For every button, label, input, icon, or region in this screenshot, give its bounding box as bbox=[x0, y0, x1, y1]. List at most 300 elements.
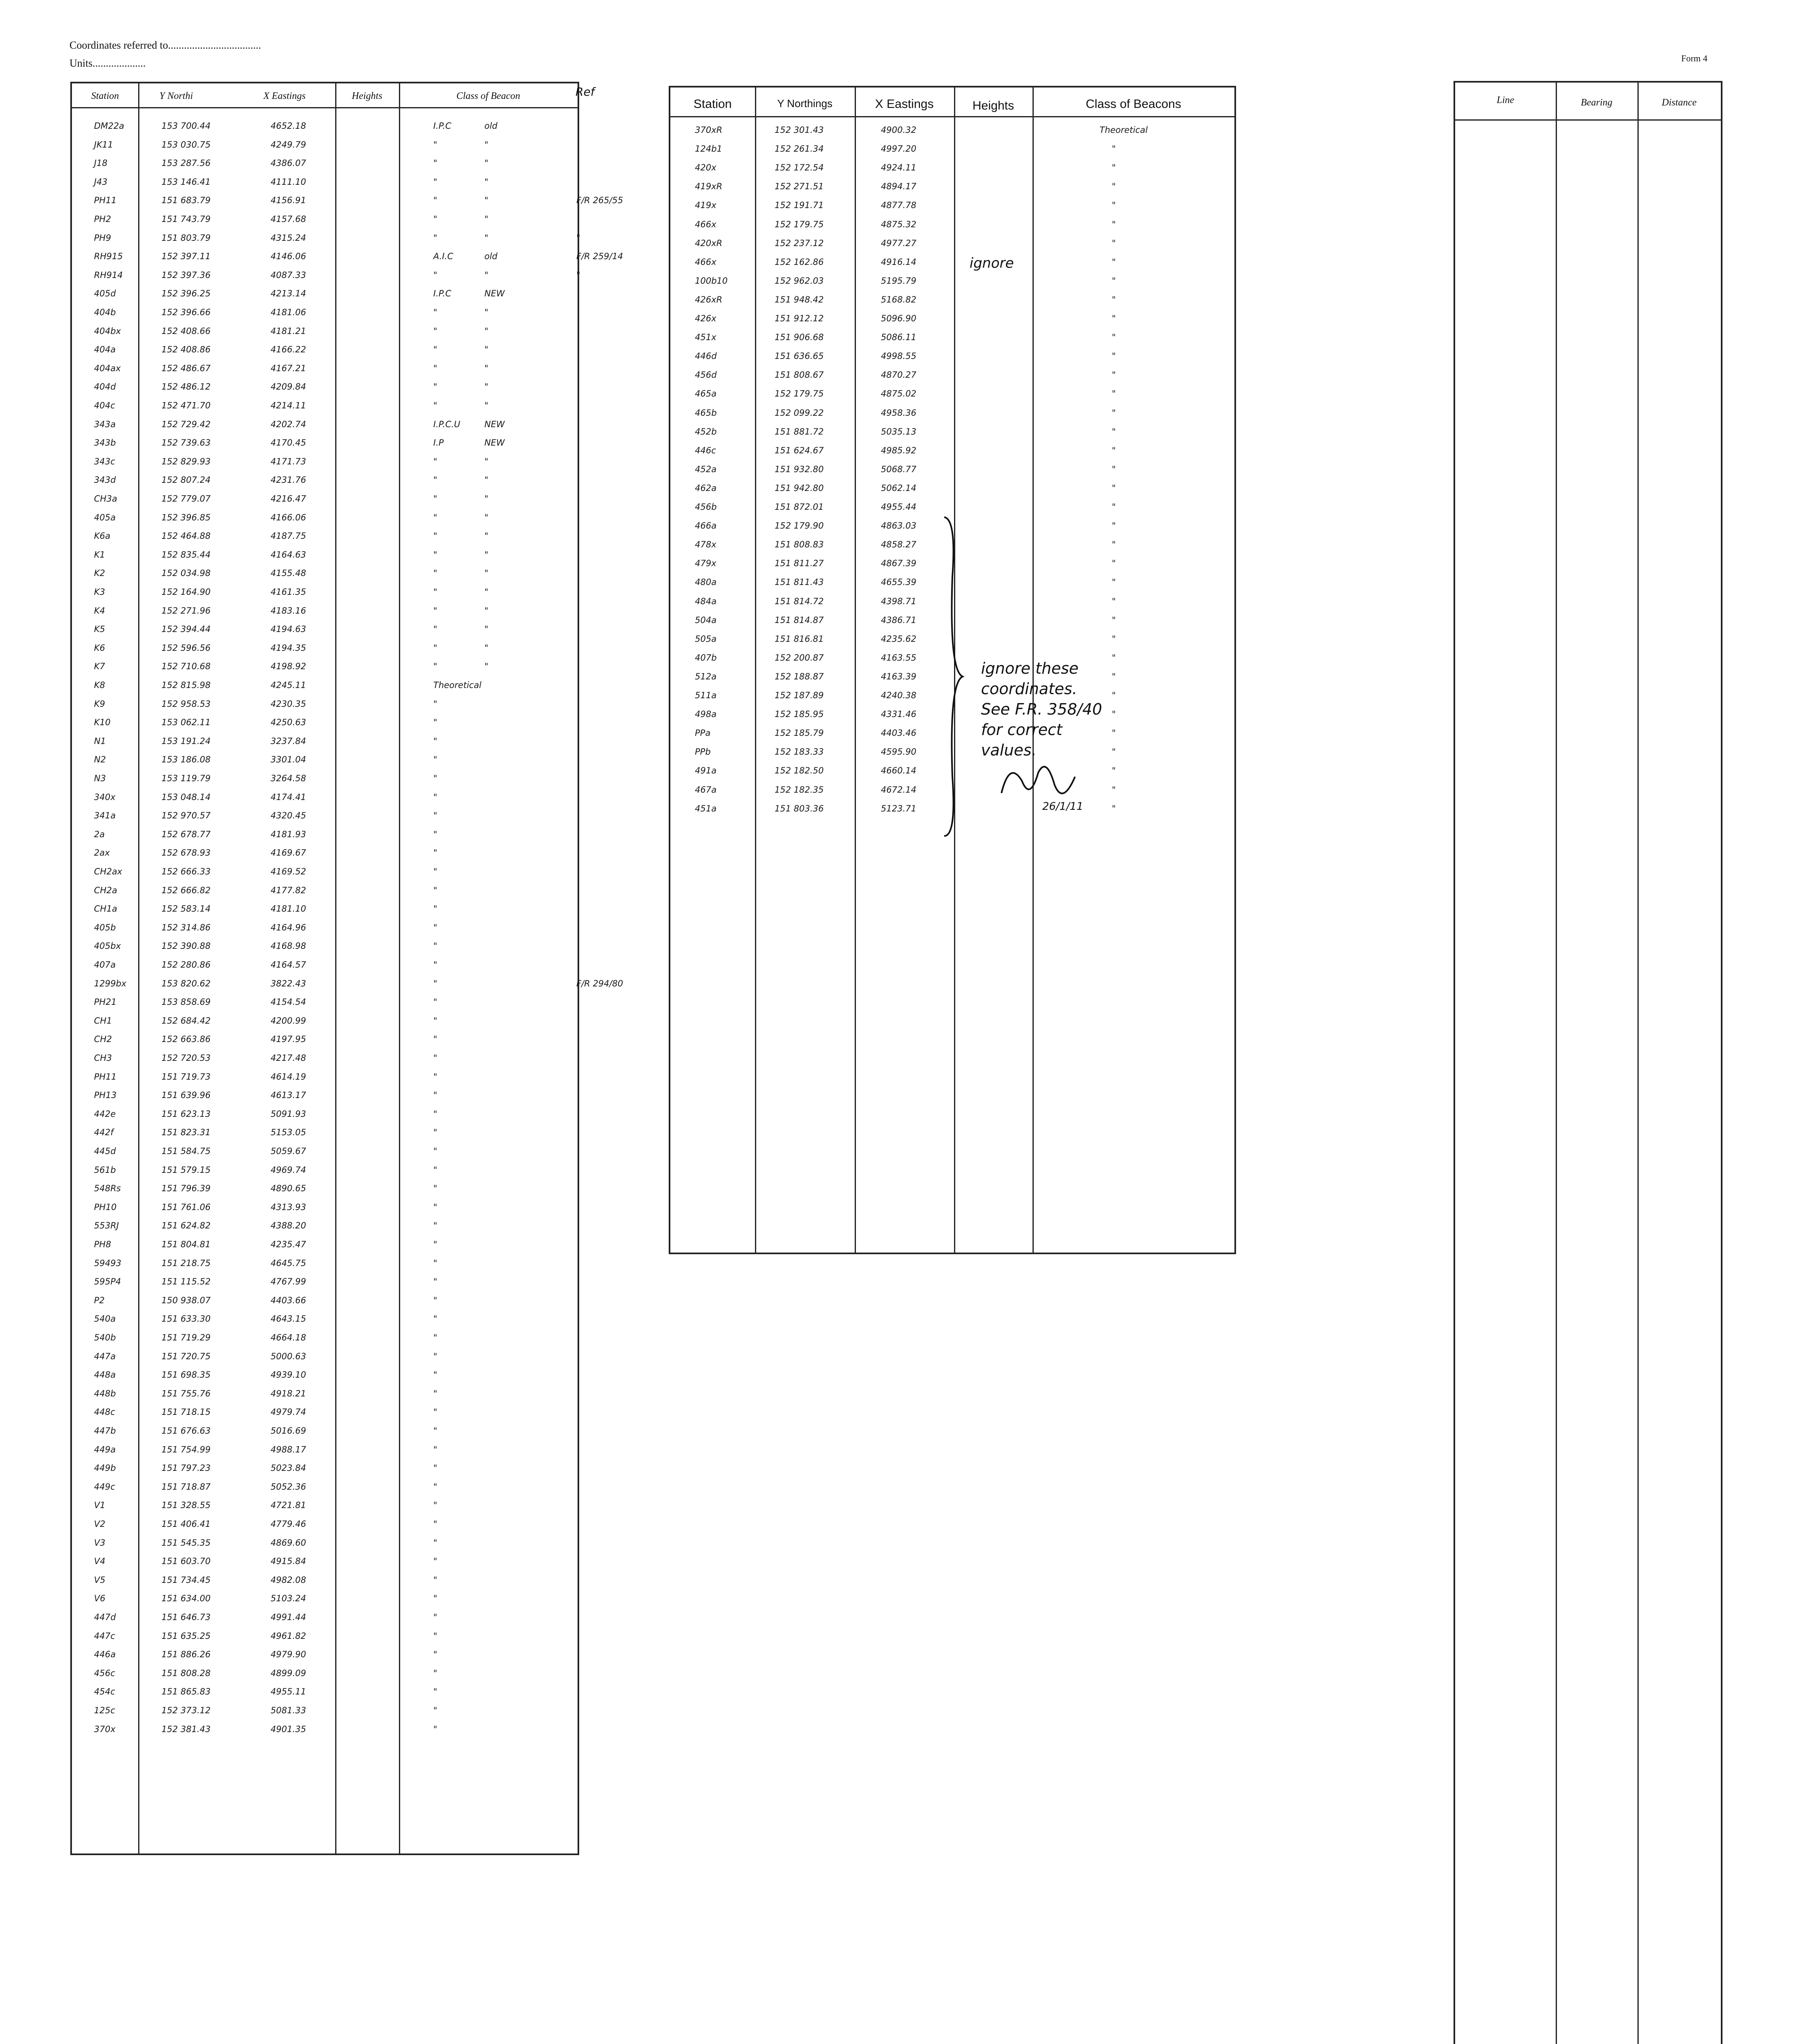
t2-cell-northing: 152 191.71 bbox=[775, 200, 824, 211]
t1-cell-class-b: old bbox=[484, 121, 498, 131]
t1-cell-easting: 4991.44 bbox=[271, 1612, 306, 1622]
t2-cell-station: 504a bbox=[695, 615, 717, 625]
t1-cell-easting: 4899.09 bbox=[271, 1668, 306, 1678]
t1-cell-station: 447a bbox=[94, 1351, 116, 1361]
t1-cell-station: N3 bbox=[94, 773, 106, 783]
t1-cell-station: 448b bbox=[94, 1388, 116, 1399]
t1-cell-station: 449c bbox=[94, 1481, 115, 1492]
t1-cell-easting: 4988.17 bbox=[271, 1444, 306, 1455]
t2-cell-station: 446c bbox=[695, 445, 716, 455]
t1-cell-northing: 152 835.44 bbox=[161, 549, 211, 560]
t1-cell-station: JK11 bbox=[94, 139, 113, 150]
t1-cell-easting: 4955.11 bbox=[271, 1687, 306, 1697]
t1-cell-northing: 151 719.73 bbox=[161, 1071, 211, 1082]
t2-cell-northing: 152 301.43 bbox=[775, 125, 824, 135]
t1-cell-northing: 152 408.86 bbox=[161, 345, 211, 355]
t1-cell-station: 404c bbox=[94, 401, 115, 410]
t2-cell-northing: 152 162.86 bbox=[775, 257, 824, 267]
t1-cell-northing: 151 584.75 bbox=[161, 1146, 211, 1156]
t2-cell-northing: 151 636.65 bbox=[775, 351, 824, 361]
t1-cell-station: 370x bbox=[94, 1724, 116, 1734]
t1-cell-class-a: " bbox=[433, 549, 437, 560]
t2-cell-station: 446d bbox=[695, 351, 717, 361]
t1-cell-station: 448a bbox=[94, 1370, 116, 1380]
t2-cell-easting: 4863.03 bbox=[881, 521, 916, 531]
t1-cell-class-a: " bbox=[433, 195, 437, 206]
t1-cell-station: K3 bbox=[94, 587, 105, 597]
t1-cell-easting: 4087.33 bbox=[271, 270, 306, 280]
t2-cell-station: 426x bbox=[695, 314, 717, 323]
t3-col-line: Line bbox=[1496, 95, 1514, 105]
t1-cell-easting: 4183.16 bbox=[271, 605, 306, 616]
t1-cell-class-a: " bbox=[433, 1650, 437, 1660]
t1-cell-class-a: " bbox=[433, 997, 437, 1007]
t1-cell-station: J43 bbox=[94, 177, 108, 187]
t1-cell-northing: 152 381.43 bbox=[161, 1724, 211, 1734]
t1-cell-easting: 4982.08 bbox=[271, 1575, 306, 1585]
t2-cell-station: 451x bbox=[695, 332, 717, 343]
t1-cell-class-a: " bbox=[433, 1015, 437, 1026]
t2-cell-easting: 4924.11 bbox=[881, 163, 916, 173]
t1-cell-class-a: " bbox=[433, 1333, 437, 1342]
t1-cell-northing: 152 486.67 bbox=[161, 363, 211, 373]
t2-cell-easting: 4398.71 bbox=[881, 596, 916, 606]
t1-cell-class-a: " bbox=[433, 643, 437, 653]
t2-cell-class: " bbox=[1112, 257, 1116, 267]
t1-cell-easting: 4161.35 bbox=[271, 587, 306, 597]
t1-cell-easting: 4652.18 bbox=[271, 121, 306, 131]
t1-cell-easting: 4209.84 bbox=[271, 382, 306, 392]
t1-cell-easting: 4200.99 bbox=[271, 1015, 306, 1026]
t1-cell-station: J18 bbox=[94, 158, 108, 168]
t1-cell-northing: 153 186.08 bbox=[161, 755, 211, 765]
t1-cell-class-a: " bbox=[433, 214, 437, 224]
t1-cell-station: 343b bbox=[94, 438, 116, 448]
t1-cell-northing: 152 408.66 bbox=[161, 326, 211, 336]
t1-cell-class-b: " bbox=[484, 587, 488, 597]
t1-cell-class-a: " bbox=[433, 811, 437, 821]
t1-cell-northing: 152 729.42 bbox=[161, 419, 211, 429]
t1-cell-station: PH11 bbox=[94, 1071, 117, 1082]
t1-cell-northing: 153 820.62 bbox=[161, 978, 211, 988]
t1-cell-class-a: " bbox=[433, 363, 437, 373]
t2-cell-easting: 4875.02 bbox=[881, 389, 916, 399]
t1-cell-northing: 151 804.81 bbox=[161, 1239, 211, 1249]
annotation-brace bbox=[940, 515, 973, 838]
t1-cell-class-b: " bbox=[484, 233, 488, 243]
t1-cell-station: K1 bbox=[94, 549, 105, 560]
t1-cell-northing: 152 280.86 bbox=[161, 960, 211, 970]
t1-cell-northing: 151 406.41 bbox=[161, 1519, 211, 1529]
t2-cell-station: 452b bbox=[695, 426, 717, 437]
t1-cell-class-a: " bbox=[433, 139, 437, 150]
t2-cell-class: " bbox=[1112, 540, 1116, 550]
t1-cell-station: CH3a bbox=[94, 494, 117, 504]
t1-cell-class-a: " bbox=[433, 1481, 437, 1492]
t1-cell-station: 456c bbox=[94, 1668, 115, 1678]
t1-cell-easting: 4217.48 bbox=[271, 1053, 306, 1063]
t2-cell-class: " bbox=[1112, 709, 1116, 719]
t1-cell-easting: 5059.67 bbox=[271, 1146, 306, 1156]
t1-cell-northing: 152 471.70 bbox=[161, 401, 211, 410]
t2-cell-station: 480a bbox=[695, 577, 717, 587]
t1-cell-northing: 151 676.63 bbox=[161, 1426, 211, 1436]
t1-cell-class-a: " bbox=[433, 1537, 437, 1548]
t1-cell-easting: 5153.05 bbox=[271, 1127, 306, 1138]
t1-cell-class-b: " bbox=[484, 363, 488, 373]
t1-cell-station: V6 bbox=[94, 1594, 105, 1604]
t2-cell-easting: 4331.46 bbox=[881, 709, 916, 719]
t1-cell-station: CH2a bbox=[94, 885, 117, 895]
t1-cell-northing: 151 624.82 bbox=[161, 1221, 211, 1231]
t1-cell-station: K6 bbox=[94, 643, 105, 653]
t1-cell-station: 404b bbox=[94, 307, 116, 317]
t1-cell-easting: 4181.10 bbox=[271, 904, 306, 914]
t2-cell-station: 512a bbox=[695, 671, 717, 681]
t1-cell-class-a: " bbox=[433, 755, 437, 765]
t1-cell-class-a: " bbox=[433, 885, 437, 895]
t1-cell-easting: 4969.74 bbox=[271, 1165, 306, 1175]
t1-cell-easting: 3264.58 bbox=[271, 773, 306, 783]
t1-cell-class-a: " bbox=[433, 1388, 437, 1399]
t2-cell-northing: 151 816.81 bbox=[775, 634, 824, 644]
t1-cell-ref: F/R 294/80 bbox=[576, 978, 623, 988]
t1-cell-class-a: " bbox=[433, 1071, 437, 1082]
t1-cell-class-a: I.P.C.U bbox=[433, 419, 461, 429]
t1-cell-station: 2a bbox=[94, 829, 105, 839]
t2-cell-station: 462a bbox=[695, 483, 717, 493]
t1-cell-easting: 4197.95 bbox=[271, 1034, 306, 1044]
units-label: Units.................... bbox=[69, 57, 146, 69]
t1-cell-northing: 153 048.14 bbox=[161, 792, 211, 802]
t2-cell-northing: 152 172.54 bbox=[775, 163, 824, 173]
t2-cell-class: " bbox=[1112, 426, 1116, 437]
t2-cell-class: " bbox=[1112, 370, 1116, 380]
t1-cell-station: 340x bbox=[94, 792, 116, 802]
t1-cell-class-a: " bbox=[433, 494, 437, 504]
t2-cell-class: " bbox=[1112, 596, 1116, 606]
t1-cell-northing: 151 698.35 bbox=[161, 1370, 211, 1380]
t1-cell-class-b: " bbox=[484, 456, 488, 466]
t1-cell-easting: 4216.47 bbox=[271, 494, 306, 504]
t2-cell-class: " bbox=[1112, 803, 1116, 814]
t2-cell-northing: 151 881.72 bbox=[775, 426, 824, 437]
t1-cell-class-a: " bbox=[433, 978, 437, 988]
t1-cell-easting: 4645.75 bbox=[271, 1258, 306, 1268]
t1-cell-station: 445d bbox=[94, 1146, 116, 1156]
t2-cell-northing: 151 906.68 bbox=[775, 332, 824, 343]
t1-cell-easting: 4177.82 bbox=[271, 885, 306, 895]
t2-cell-easting: 5086.11 bbox=[881, 332, 916, 343]
t1-cell-northing: 151 718.15 bbox=[161, 1407, 211, 1417]
t2-cell-station: 124b1 bbox=[695, 144, 722, 154]
t1-cell-class-a: " bbox=[433, 661, 437, 672]
t1-cell-easting: 4181.21 bbox=[271, 326, 306, 336]
t2-cell-northing: 151 811.27 bbox=[775, 558, 824, 569]
t1-cell-station: 561b bbox=[94, 1165, 116, 1175]
t1-cell-station: V3 bbox=[94, 1537, 105, 1548]
t1-cell-northing: 152 164.90 bbox=[161, 587, 211, 597]
t1-cell-northing: 151 718.87 bbox=[161, 1481, 211, 1492]
t1-cell-station: 1299bx bbox=[94, 978, 127, 988]
t1-cell-class-a: I.P bbox=[433, 438, 444, 448]
t2-cell-easting: 4403.46 bbox=[881, 728, 916, 738]
t1-cell-easting: 4202.74 bbox=[271, 419, 306, 429]
t2-cell-station: 467a bbox=[695, 784, 717, 795]
t1-cell-station: 446a bbox=[94, 1650, 116, 1660]
t2-cell-station: 491a bbox=[695, 766, 717, 776]
t1-cell-station: N1 bbox=[94, 736, 106, 746]
t1-cell-class-b: " bbox=[484, 549, 488, 560]
t1-cell-northing: 152 396.25 bbox=[161, 289, 211, 299]
t1-cell-class-b: " bbox=[484, 326, 488, 336]
t1-cell-easting: 5023.84 bbox=[271, 1463, 306, 1473]
t2-cell-easting: 4985.92 bbox=[881, 445, 916, 455]
t2-cell-easting: 5168.82 bbox=[881, 294, 916, 305]
t1-cell-northing: 151 635.25 bbox=[161, 1631, 211, 1641]
t1-cell-class-a: " bbox=[433, 401, 437, 410]
t1-cell-northing: 153 146.41 bbox=[161, 177, 211, 187]
t1-cell-class-a: " bbox=[433, 1631, 437, 1641]
t1-cell-easting: 4961.82 bbox=[271, 1631, 306, 1641]
t1-cell-northing: 152 678.93 bbox=[161, 848, 211, 858]
t1-cell-class-a: " bbox=[433, 307, 437, 317]
t2-cell-station: 478x bbox=[695, 540, 717, 550]
t1-cell-northing: 153 191.24 bbox=[161, 736, 211, 746]
t1-cell-northing: 153 062.11 bbox=[161, 717, 211, 728]
t1-cell-station: K6a bbox=[94, 531, 111, 541]
t1-cell-class-b: " bbox=[484, 158, 488, 168]
t1-cell-class-a: " bbox=[433, 773, 437, 783]
t1-cell-easting: 4664.18 bbox=[271, 1333, 306, 1342]
t2-cell-easting: 5123.71 bbox=[881, 803, 916, 814]
t1-cell-easting: 4614.19 bbox=[271, 1071, 306, 1082]
t1-cell-northing: 152 678.77 bbox=[161, 829, 211, 839]
t1-cell-northing: 152 486.12 bbox=[161, 382, 211, 392]
t2-cell-class: " bbox=[1112, 408, 1116, 418]
t2-cell-northing: 152 185.95 bbox=[775, 709, 824, 719]
t1-cell-easting: 4154.54 bbox=[271, 997, 306, 1007]
t1-col-class: Class of Beacon bbox=[456, 91, 520, 101]
t2-cell-northing: 151 814.87 bbox=[775, 615, 824, 625]
t1-cell-northing: 152 397.11 bbox=[161, 251, 211, 262]
t1-cell-ref: F/R 259/14 bbox=[576, 251, 623, 262]
t2-cell-northing: 151 872.01 bbox=[775, 502, 824, 512]
t2-cell-easting: 4894.17 bbox=[881, 182, 916, 192]
t1-cell-easting: 4213.14 bbox=[271, 289, 306, 299]
t1-col-station: Station bbox=[91, 91, 119, 101]
t1-cell-easting: 4235.47 bbox=[271, 1239, 306, 1249]
t2-cell-northing: 152 183.33 bbox=[775, 747, 824, 757]
t2-cell-class: " bbox=[1112, 747, 1116, 757]
t1-cell-easting: 4157.68 bbox=[271, 214, 306, 224]
t1-cell-easting: 5103.24 bbox=[271, 1594, 306, 1604]
t1-cell-station: 407a bbox=[94, 960, 116, 970]
t1-cell-class-a: " bbox=[433, 1314, 437, 1324]
t1-cell-station: 59493 bbox=[94, 1258, 121, 1268]
t1-cell-class-a: A.I.C bbox=[433, 251, 453, 262]
t1-cell-station: 404a bbox=[94, 345, 116, 355]
t2-cell-class: " bbox=[1112, 558, 1116, 569]
t1-cell-northing: 151 823.31 bbox=[161, 1127, 211, 1138]
t1-cell-northing: 152 583.14 bbox=[161, 904, 211, 914]
t1-cell-northing: 152 958.53 bbox=[161, 699, 211, 709]
t1-cell-northing: 153 700.44 bbox=[161, 121, 211, 131]
t1-cell-station: K5 bbox=[94, 624, 105, 634]
t1-cell-easting: 4231.76 bbox=[271, 475, 306, 485]
t2-cell-easting: 5068.77 bbox=[881, 464, 916, 474]
t2-cell-class: " bbox=[1112, 445, 1116, 455]
t2-cell-easting: 4900.32 bbox=[881, 125, 916, 135]
t1-cell-northing: 152 666.33 bbox=[161, 867, 211, 876]
t1-cell-easting: 4249.79 bbox=[271, 139, 306, 150]
t1-cell-northing: 150 938.07 bbox=[161, 1295, 211, 1305]
t2-cell-northing: 151 814.72 bbox=[775, 596, 824, 606]
t1-cell-northing: 152 397.36 bbox=[161, 270, 211, 280]
t1-cell-northing: 153 287.56 bbox=[161, 158, 211, 168]
t1-cell-station: 448c bbox=[94, 1407, 115, 1417]
t2-cell-easting: 4163.39 bbox=[881, 671, 916, 681]
t2-cell-easting: 4240.38 bbox=[881, 690, 916, 700]
t1-cell-class-a: " bbox=[433, 1109, 437, 1119]
t2-cell-station: 479x bbox=[695, 558, 717, 569]
t1-cell-station: 447b bbox=[94, 1426, 116, 1436]
t2-cell-class: " bbox=[1112, 144, 1116, 154]
t2-cell-station: 419x bbox=[695, 200, 717, 211]
t1-cell-northing: 152 394.44 bbox=[161, 624, 211, 634]
t2-cell-class: " bbox=[1112, 351, 1116, 361]
t3-col-bearing: Bearing bbox=[1581, 97, 1613, 108]
t1-cell-class-a: " bbox=[433, 1127, 437, 1138]
t1-cell-easting: 4901.35 bbox=[271, 1724, 306, 1734]
t1-cell-station: N2 bbox=[94, 755, 106, 765]
t2-cell-station: 420xR bbox=[695, 238, 723, 248]
t2-cell-class: Theoretical bbox=[1100, 125, 1148, 135]
t2-cell-northing: 152 182.50 bbox=[775, 766, 824, 776]
t2-cell-easting: 4235.62 bbox=[881, 634, 916, 644]
t2-cell-class: " bbox=[1112, 294, 1116, 305]
t1-cell-easting: 4166.06 bbox=[271, 512, 306, 522]
t1-cell-class-a: " bbox=[433, 1463, 437, 1473]
t1-cell-northing: 151 623.13 bbox=[161, 1109, 211, 1119]
t1-cell-easting: 4313.93 bbox=[271, 1202, 306, 1212]
t1-cell-easting: 4169.67 bbox=[271, 848, 306, 858]
t2-cell-class: " bbox=[1112, 182, 1116, 192]
t2-cell-class: " bbox=[1112, 784, 1116, 795]
t1-cell-easting: 4169.52 bbox=[271, 867, 306, 876]
t2-cell-class: " bbox=[1112, 464, 1116, 474]
t1-cell-easting: 4613.17 bbox=[271, 1090, 306, 1100]
t1-cell-northing: 151 754.99 bbox=[161, 1444, 211, 1455]
t1-cell-station: K4 bbox=[94, 605, 105, 616]
t1-cell-station: 343a bbox=[94, 419, 116, 429]
t1-cell-easting: 4403.66 bbox=[271, 1295, 306, 1305]
t2-cell-station: 456d bbox=[695, 370, 717, 380]
t1-cell-northing: 152 739.63 bbox=[161, 438, 211, 448]
t1-cell-northing: 151 634.00 bbox=[161, 1594, 211, 1604]
t2-cell-northing: 152 271.51 bbox=[775, 182, 824, 192]
t2-col-class: Class of Beacons bbox=[1086, 97, 1181, 111]
t1-cell-easting: 4146.06 bbox=[271, 251, 306, 262]
t2-cell-easting: 4977.27 bbox=[881, 238, 916, 248]
t1-cell-class-a: " bbox=[433, 1519, 437, 1529]
t1-cell-class-a: " bbox=[433, 848, 437, 858]
t2-cell-class: " bbox=[1112, 502, 1116, 512]
t1-cell-easting: 4214.11 bbox=[271, 401, 306, 410]
t1-cell-class-b: NEW bbox=[484, 438, 505, 448]
t2-cell-station: 465b bbox=[695, 408, 717, 418]
t1-cell-class-a: " bbox=[433, 1277, 437, 1287]
t2-cell-northing: 151 803.36 bbox=[775, 803, 824, 814]
t1-cell-northing: 153 119.79 bbox=[161, 773, 211, 783]
t2-col-station: Station bbox=[693, 97, 732, 111]
t1-cell-class-a: " bbox=[433, 1090, 437, 1100]
t1-cell-class-b: " bbox=[484, 494, 488, 504]
t1-col-northings: Y Northi bbox=[159, 91, 193, 101]
t1-cell-station: K9 bbox=[94, 699, 105, 709]
t2-cell-northing: 152 179.75 bbox=[775, 219, 824, 229]
t2-cell-easting: 4870.27 bbox=[881, 370, 916, 380]
t2-cell-northing: 152 261.34 bbox=[775, 144, 824, 154]
t1-cell-class-a: " bbox=[433, 177, 437, 187]
t1-cell-class-a: " bbox=[433, 326, 437, 336]
t1-cell-northing: 151 803.79 bbox=[161, 233, 211, 243]
t1-cell-class-a: I.P.C bbox=[433, 289, 451, 299]
t1-cell-easting: 4250.63 bbox=[271, 717, 306, 728]
t2-cell-class: " bbox=[1112, 332, 1116, 343]
t1-cell-class-b: old bbox=[484, 251, 498, 262]
t1-cell-station: PH11 bbox=[94, 195, 117, 206]
t2-cell-easting: 4858.27 bbox=[881, 540, 916, 550]
t1-cell-class-b: " bbox=[484, 195, 488, 206]
t1-cell-easting: 5016.69 bbox=[271, 1426, 306, 1436]
t1-cell-station: 454c bbox=[94, 1687, 115, 1697]
t1-cell-station: PH2 bbox=[94, 214, 111, 224]
t1-cell-class-a: " bbox=[433, 736, 437, 746]
t1-cell-station: 405b bbox=[94, 922, 116, 932]
t1-cell-northing: 151 683.79 bbox=[161, 195, 211, 206]
t2-cell-northing: 152 200.87 bbox=[775, 652, 824, 663]
t1-cell-class-a: " bbox=[433, 1724, 437, 1734]
t1-cell-easting: 4198.92 bbox=[271, 661, 306, 672]
t1-cell-easting: 5091.93 bbox=[271, 1109, 306, 1119]
t1-cell-class-a: " bbox=[433, 1295, 437, 1305]
t2-cell-northing: 152 962.03 bbox=[775, 276, 824, 286]
t1-cell-station: CH1 bbox=[94, 1015, 112, 1026]
t2-cell-station: 511a bbox=[695, 690, 717, 700]
t1-cell-northing: 151 579.15 bbox=[161, 1165, 211, 1175]
t2-cell-station: 466a bbox=[695, 521, 717, 531]
t1-cell-easting: 4245.11 bbox=[271, 680, 306, 690]
t2-col-heights: Heights bbox=[972, 99, 1014, 112]
t1-cell-class-a: " bbox=[433, 1668, 437, 1678]
t1-cell-class-b: " bbox=[484, 531, 488, 541]
t1-cell-easting: 4166.22 bbox=[271, 345, 306, 355]
t1-cell-easting: 4111.10 bbox=[271, 177, 306, 187]
t1-cell-easting: 4164.63 bbox=[271, 549, 306, 560]
t2-cell-station: 456b bbox=[695, 502, 717, 512]
t1-cell-station: PH21 bbox=[94, 997, 117, 1007]
t1-cell-northing: 153 858.69 bbox=[161, 997, 211, 1007]
t1-cell-station: 405d bbox=[94, 289, 116, 299]
t1-cell-station: 404bx bbox=[94, 326, 121, 336]
t2-cell-easting: 4595.90 bbox=[881, 747, 916, 757]
t1-cell-northing: 151 115.52 bbox=[161, 1277, 211, 1287]
t2-cell-northing: 152 185.79 bbox=[775, 728, 824, 738]
t2-cell-easting: 4386.71 bbox=[881, 615, 916, 625]
ignore-note: ignore these coordinates. See F.R. 358/40 for correct values. bbox=[981, 659, 1102, 759]
t2-col-northings: Y Northings bbox=[777, 97, 833, 110]
